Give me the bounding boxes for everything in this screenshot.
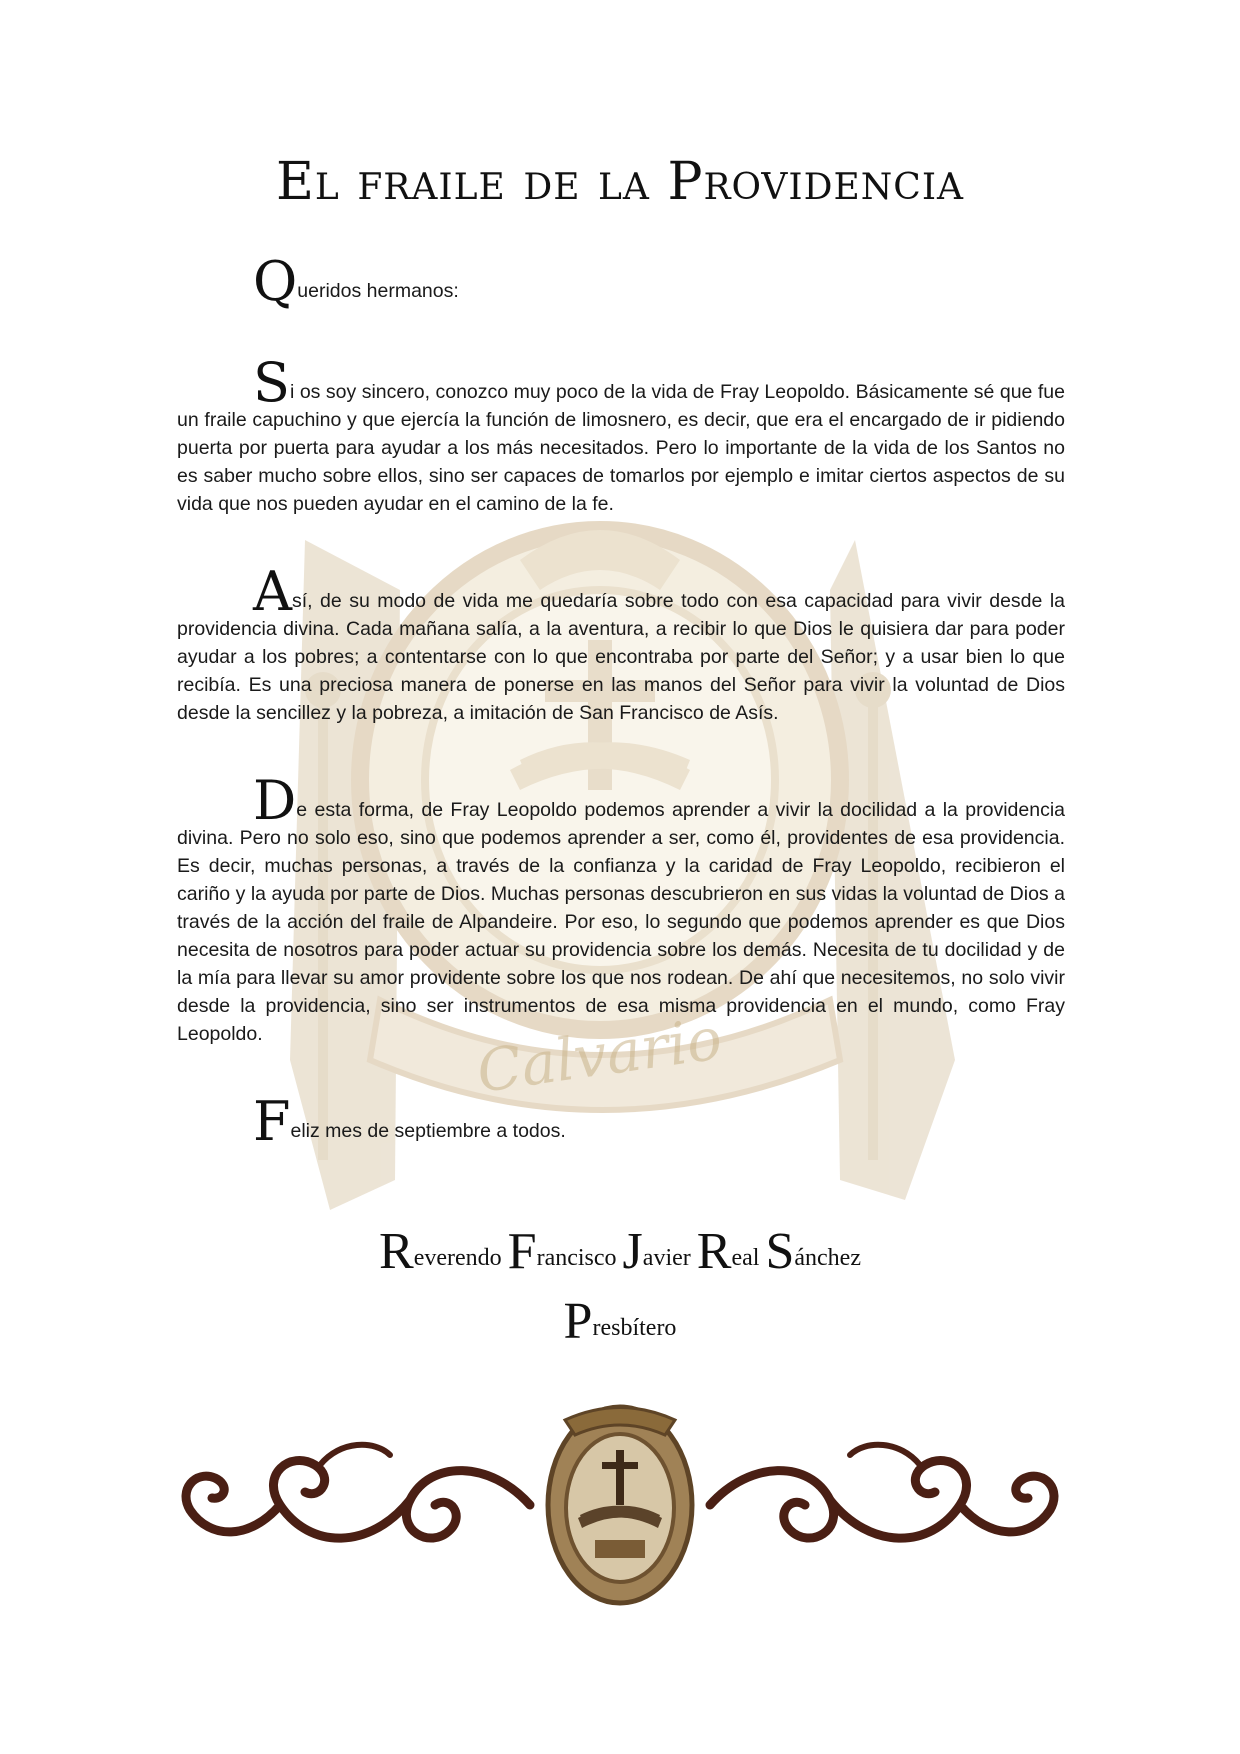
closing-line xyxy=(177,1090,1065,1153)
paragraph-text: e esta forma, de Fray Leopoldo podemos aprender a vivir la docilidad a la providencia divina. Pero no solo eso, sino que podemos aprender a ser, como él, providentes de esa providencia. Es decir, muchas personas, a través de la confianza y la caridad de Fray Leopoldo, recibieron el cariño y la ayuda por parte de Dios. Muchas personas descubrieron en sus vidas la voluntad de Dios a través de la acción del fraile de Alpandeire. Por eso, lo segundo que podemos aprender es que Dios necesita de nosotros para poder actuar su providencia sobre los demás. Necesita de tu docilidad y de la mía para llevar su amor providente sobre los que nos rodean. De ahí que necesitemos, no solo vivir desde la providencia, sino ser instrumentos de esa misma providencia en el mundo, como Fray Leopoldo. xyxy=(177,799,1065,1045)
dropcap: F xyxy=(253,1090,291,1153)
right-scroll xyxy=(710,1471,834,1538)
greeting-text: ueridos hermanos: xyxy=(297,280,459,302)
paragraph-text: i os soy sincero, conozco muy poco de la vida de Fray Leopoldo. Básicamente sé que fue un fraile capuchino y que ejercía la función de limosnero, es decir, que era el encargado de ir pidiendo puerta por puerta para ayudar a los más necesitados. Pero lo importante de la vida de los Santos no es saber mucho sobre ellos, sino ser capaces de tomarlos por ejemplo e imitar ciertos aspectos de su vida que nos pueden ayudar en el camino de la fe. xyxy=(177,381,1065,515)
paragraph-text: sí, de su modo de vida me quedaría sobre todo con esa capacidad para vivir desde la providencia divina. Cada mañana salía, a la aventura, a recibir lo que Dios le quisiera dar para poder ayudar a los pobres; a contentarse con lo que encontraba por parte del Señor; y a usar bien lo que recibía. Es una preciosa manera de ponerse en las manos del Señor para vivir la voluntad de Dios desde la sencillez y la pobreza, a imitación de San Francisco de Asís. xyxy=(177,590,1065,724)
paragraph-2 xyxy=(177,560,1065,727)
signature-role: Presbítero xyxy=(563,1293,677,1350)
dropcap: Q xyxy=(253,250,298,313)
greeting xyxy=(177,250,1065,313)
footer-ornament xyxy=(170,1400,1070,1610)
seal-icon xyxy=(548,1407,692,1603)
dropcap: D xyxy=(253,769,297,832)
left-scroll xyxy=(406,1471,530,1538)
closing-text: eliz mes de septiembre a todos. xyxy=(290,1120,566,1142)
signature-name: Reverendo Francisco Javier Real Sánchez xyxy=(379,1223,861,1280)
paragraph-3 xyxy=(177,769,1065,1048)
paragraph-1 xyxy=(177,351,1065,518)
page-title: El fraile de la Providencia xyxy=(275,152,965,212)
watermark-text: Calvario xyxy=(472,1004,726,1106)
dropcap: S xyxy=(253,351,290,414)
dropcap: A xyxy=(253,560,292,623)
